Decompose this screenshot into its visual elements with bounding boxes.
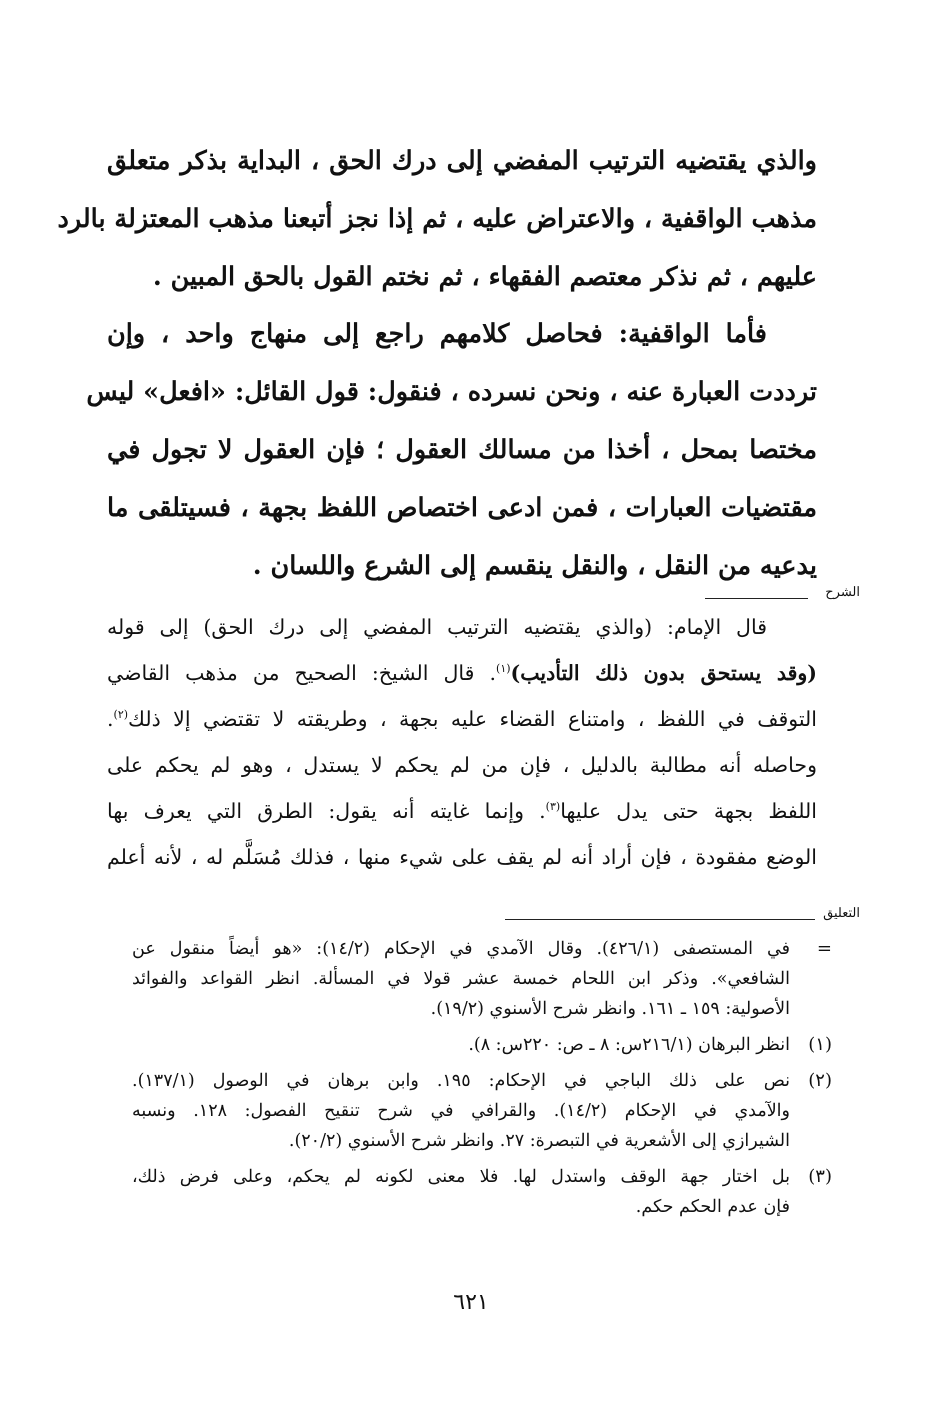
footnote-line: في المستصفى (٤٢٦/١). وقال الآمدي في الإحكام (١٤/٢): «هو أيضاً منقول عن	[132, 939, 791, 959]
quoted-phrase: (وقد يستحق بدون ذلك التأديب)	[510, 661, 817, 685]
notes-section-label: التعليق	[823, 906, 860, 921]
footnote-number: (١)	[808, 1034, 832, 1055]
commentary-line: قال الإمام: (والذي يقتضيه الترتيب المفضي إلى درك الحق) إلى قوله	[107, 615, 767, 639]
footnote-line: الشيرازي إلى الأشعرية في التبصرة: ٢٧. وانظر شرح الأسنوي (٢٠/٢).	[288, 1131, 790, 1151]
commentary-line: (وقد يستحق بدون ذلك التأديب)$^{(١)}$. قال الشيخ: الصحيح من مذهب القاضي	[107, 661, 817, 685]
footnote-line: نص على ذلك الباجي في الإحكام: ١٩٥. وابن برهان في الوصول (١٣٧/١).	[132, 1071, 791, 1091]
continuation-marker: =	[816, 938, 832, 959]
footnote-continued	[132, 934, 832, 1024]
main-line: مذهب الواقفية ، والاعتراض عليه ، ثم إذا نجز أتبعنا مذهب المعتزلة بالرد	[57, 204, 817, 234]
commentary-line: وحاصله أنه مطالبة بالدليل ، فإن من لم يحكم لا يستدل ، وهو لم يحكم على	[107, 753, 817, 777]
footnote-3	[132, 1162, 832, 1222]
footnote-1	[132, 1030, 832, 1060]
footnote-line: والآمدي في الإحكام (١٤/٢). والقرافي في شرح تنقيح الفصول: ١٢٨. ونسبه	[132, 1101, 790, 1121]
main-paragraph-1	[57, 132, 817, 306]
footnote-number: (٢)	[808, 1070, 832, 1091]
footnote-line: الشافعي». وذكر ابن اللحام خمسة عشر قولا في المسألة. انظر القواعد والفوائد	[132, 969, 790, 989]
main-paragraph-2	[86, 305, 817, 595]
footnote-ref-1: (١)	[496, 662, 511, 676]
footnote-line: انظر البرهان (٢١٦/١س: ٨ ـ ص: ٢٢٠س: ٨).	[468, 1035, 790, 1055]
footnote-line: فإن عدم الحكم حكم.	[635, 1197, 790, 1217]
footnote-line: الأصولية: ١٥٩ ـ ١٦١. وانظر شرح الأسنوي (١٩/٢).	[430, 999, 790, 1019]
footnote-ref-3: (٣)	[545, 800, 561, 814]
commentary-divider	[705, 598, 808, 599]
main-line: ترددت العبارة عنه ، ونحن نسرده ، فنقول: قول القائل: «افعل» ليس	[86, 377, 817, 407]
main-line: مقتضيات العبارات ، فمن ادعى اختصاص اللفظ بجهة ، فسيتلقى ما	[107, 493, 817, 523]
notes-divider	[505, 919, 815, 920]
main-line: يدعيه من النقل ، والنقل ينقسم إلى الشرع واللسان .	[252, 551, 817, 581]
commentary-text	[107, 604, 817, 880]
footnotes	[132, 934, 832, 1222]
footnote-line: بل اختار جهة الوقف واستدل لها. فلا معنى لكونه لم يحكم، وعلى فرض ذلك،	[132, 1167, 790, 1187]
main-line: فأما الواقفية: فحاصل كلامهم راجع إلى منهاج واحد ، وإن	[107, 319, 767, 349]
main-line: والذي يقتضيه الترتيب المفضي إلى درك الحق ، البداية بذكر متعلق	[107, 146, 817, 176]
commentary-section-label: الشرح	[825, 585, 860, 600]
main-line: مختصا بمحل ، أخذا من مسالك العقول ؛ فإن العقول لا تجول في	[107, 435, 817, 465]
commentary-line: التوقف في اللفظ ، وامتناع القضاء عليه بجهة ، وطريقته لا تقتضي إلا ذلك$^{(٢)}$.	[107, 707, 817, 731]
page-number: ٦٢١	[453, 1290, 489, 1315]
main-line: عليهم ، ثم نذكر معتصم الفقهاء ، ثم نختم القول بالحق المبين .	[152, 262, 817, 292]
commentary-line: اللفظ بجهة حتى يدل عليها$^{(٣)}$. وإنما غايته أنه يقول: الطرق التي يعرف بها	[107, 799, 817, 823]
footnote-number: (٣)	[808, 1166, 832, 1187]
footnote-ref-2: (٢)	[113, 708, 129, 722]
commentary-line: الوضع مفقودة ، فإن أراد أنه لم يقف على شيء منها ، فذلك مُسَلَّم له ، لأنه أعلم	[107, 845, 817, 869]
footnote-2	[132, 1066, 832, 1156]
